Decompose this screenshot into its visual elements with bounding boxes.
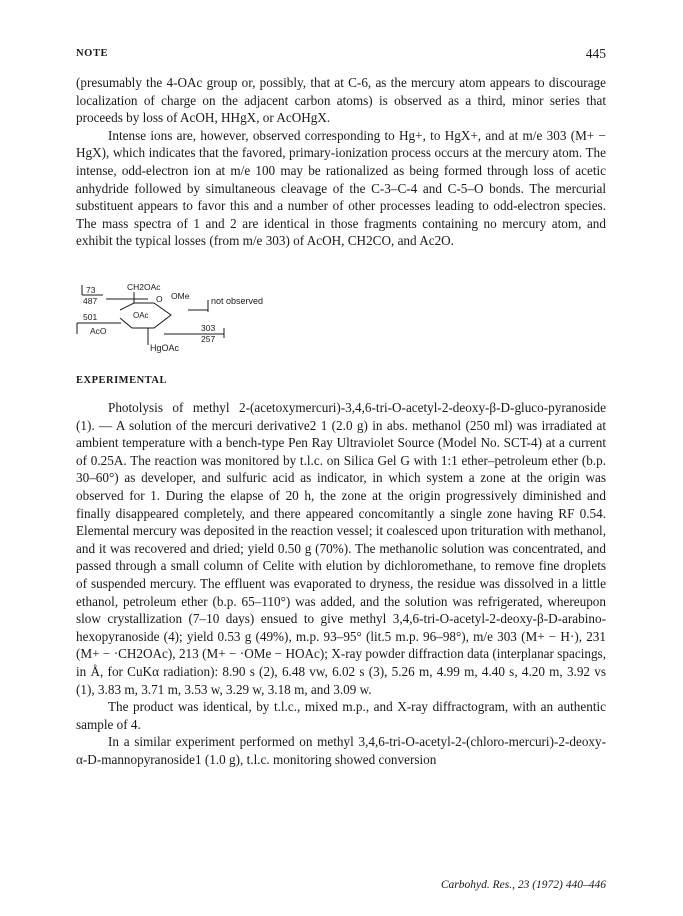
scheme-label-ch2oac: CH2OAc — [127, 282, 161, 292]
scheme-label-303: 303 — [201, 323, 216, 333]
scheme-label-not-observed: not observed — [211, 296, 264, 306]
paragraph-mass-spectra: Intense ions are, however, observed corresponding to Hg+, to HgX+, and at m/e 303 (M+ − HgX), which indicates that the favored, primary-ionization process occurs at the mercury atom. The intense, odd-electron ion at m/e 100 may be rationalized as being formed through loss of acetic anhydride followed by simultaneous cleavage of the C-3–C-4 and C-5–O bonds. The mercurial substituent appears to favor this and a number of other processes leading to odd-electron species. The mass spectra of 1 and 2 are identical in those fragments containing no mercury atom, and exhibit the typical losses (from m/e 303) of AcOH, CH2CO, and Ac2O. — [76, 127, 606, 249]
paragraph-identity: The product was identical, by t.l.c., mixed m.p., and X-ray diffractogram, with an authentic sample of 4. — [76, 699, 606, 732]
body-text-top — [76, 74, 606, 250]
scheme-label-73: 73 — [86, 285, 96, 295]
paragraph-photolysis: Photolysis of methyl 2-(acetoxymercuri)-3,4,6-tri-O-acetyl-2-deoxy-β-D-gluco-pyranoside (1). — A solution of the mercuri derivative2 1 (2.0 g) in abs. methanol (250 ml) was irradiated at ambient temperature with a bench-type Pen Ray Ultraviolet Source (Model No. SCT-4) at a current of 0.25A. The reaction was monitored by t.l.c. on Silica Gel G with 1:1 ether–petroleum ether (b.p. 30–60°) as developer, and sulfuric acid as indicator, in which system a zone at the origin was observed for 1. During the elapse of 20 h, the zone at the origin progressively diminished and finally disappeared completely, and there appeared concomitantly a single zone having RF 0.54. Elemental mercury was deposited in the reaction vessel; it coalesced upon trituration with methanol, and it was recovered and dried; yield 0.50 g (70%). The methanolic solution was concentrated, and passed through a small column of Celite with elution by dichloromethane, to remove fine droplets of suspended mercury. The effluent was evaporated to dryness, the residue was dissolved in a little ethanol, petroleum ether (b.p. 65–110°) was added, and the solution was refrigerated, whereupon slow crystallization (7–10 days) ensued to give methyl 3,4,6-tri-O-acetyl-2-deoxy-β-D-arabino-hexopyranoside (4); yield 0.53 g (49%), m.p. 93–95° (lit.5 m.p. 96–98°), m/e 303 (M+ − H·), 231 (M+ − ·CH2OAc), 213 (M+ − ·OMe − HOAc); X-ray powder diffraction data (interplanar spacings, in Å, for CuKα radiation): 8.90 s (2), 6.48 vw, 6.02 s (3), 5.26 m, 4.99 m, 4.40 s, 4.20 m, 3.92 vs (1), 3.83 m, 3.71 m, 3.53 w, 3.29 w, 3.18 m, and 3.09 w. — [76, 400, 606, 697]
fragmentation-scheme — [76, 282, 336, 372]
scheme-label-aco: AcO — [90, 326, 107, 336]
body-text-experimental — [76, 399, 606, 768]
page-number: 445 — [585, 46, 606, 61]
scheme-label-501: 501 — [83, 312, 98, 322]
scheme-label-257: 257 — [201, 334, 216, 344]
section-label: NOTE — [76, 48, 109, 59]
scheme-label-487: 487 — [83, 296, 98, 306]
section-heading-experimental: EXPERIMENTAL — [76, 375, 167, 386]
scheme-label-hgoac: HgOAc — [150, 343, 180, 353]
page-header — [76, 46, 606, 66]
scheme-label-oac: OAc — [133, 311, 149, 320]
scheme-label-ome: OMe — [171, 291, 190, 301]
scheme-label-ring-oxygen: O — [156, 294, 163, 304]
paragraph-continuation: (presumably the 4-OAc group or, possibly, that at C-6, as the mercury atom appears to discourage localization of charge on the adjacent carbon atoms) is observed as a third, minor series that proceeds by loss of AcOH, HHgX, or AcOHgX. — [76, 75, 606, 126]
paragraph-similar-experiment: In a similar experiment performed on methyl 3,4,6-tri-O-acetyl-2-(chloro-mercuri)-2-deoxy-α-D-mannopyranoside1 (1.0 g), t.l.c. monitoring showed conversion — [76, 734, 606, 767]
journal-footer: Carbohyd. Res., 23 (1972) 440–446 — [440, 879, 606, 891]
